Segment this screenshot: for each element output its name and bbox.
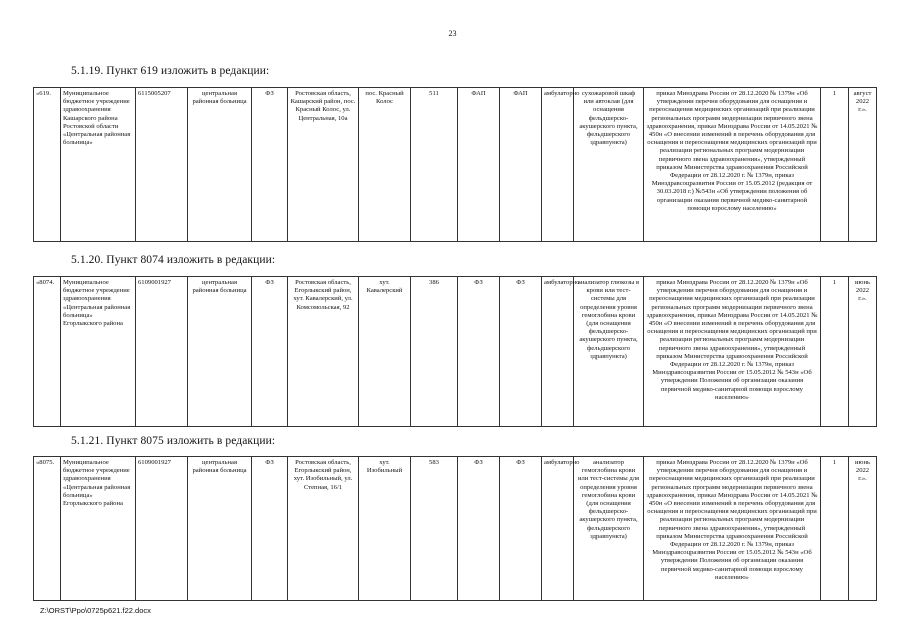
inn-code: 6109001927: [136, 457, 188, 601]
section-heading: 5.1.19. Пункт 619 изложить в редакции:: [71, 65, 270, 77]
law-code: ФЗ: [252, 277, 288, 427]
table-row: [34, 277, 877, 427]
care-form: амбулаторно: [542, 88, 574, 242]
organization-name: Муниципальное бюджетное учреждение здравоохранения Кашарского района Ростовской области «Центральная районная больница»: [61, 88, 136, 242]
unit-type: ФЗ: [458, 277, 500, 427]
locality: хут. Кавалерский: [359, 277, 411, 427]
inn-code: 6115005207: [136, 88, 188, 242]
organization-type: центральная районная больница: [188, 457, 252, 601]
table-row: [34, 88, 877, 242]
address: Ростовская область, Егорлыкский район, хут. Изобильный, ул. Степная, 16/1: [288, 457, 359, 601]
organization-type: центральная районная больница: [188, 88, 252, 242]
legal-basis: приказ Минздрава России от 28.12.2020 № 1379н «Об утверждении перечня оборудования для оснащения и переоснащения медицинских организаций при реализации региональных программ модернизации первичного звена здравоохранения, приказ Минздрава России от 14.05.2021 № 450н «О внесении изменений в перечень оборудования для оснащения и переоснащения медицинских организаций при реализации региональных программ модернизации первичного звена здравоохранения», утвержденный приказом Министерства здравоохранения Российской Федерации от 28.12.2020 г. № 1379н, приказ Минздравсоцразвития России от 15.05.2012 № 543н «Об утверждении Положения об организации оказания первичной медико-санитарной помощи взрослому населению»: [644, 277, 821, 427]
register-table: [33, 87, 877, 242]
population: 386: [411, 277, 458, 427]
address: Ростовская область, Кашарский район, пос. Красный Колос, ул. Центральная, 10а: [288, 88, 359, 242]
register-table: [33, 456, 877, 601]
file-path-footer: Z:\ORST\Ppo\0725p621.f22.docx: [40, 606, 151, 615]
unit-type-2: ФЗ: [500, 277, 542, 427]
care-form: амбулаторно: [542, 277, 574, 427]
population: 583: [411, 457, 458, 601]
quantity: 1: [821, 457, 849, 601]
term: июнь 2022 г.».: [849, 457, 877, 601]
term: июнь 2022 г.».: [849, 277, 877, 427]
row-number: «8074.: [34, 277, 61, 427]
legal-basis: приказ Минздрава России от 28.12.2020 № 1379н «Об утверждении перечня оборудования для оснащения и переоснащения медицинских организаций при реализации региональных программ модернизации первичного звена здравоохранения, приказ Минздрава России от 14.05.2021 № 450н «О внесении изменений в перечень оборудования для оснащения и переоснащения медицинских организаций при реализации региональных программ модернизации первичного звена здравоохранения», утвержденный приказом Министерства здравоохранения Российской Федерации от 28.12.2020 г. № 1379н, приказ Минздравсоцразвития России от 15.05.2012 № 543н «Об утверждении Положения об организации оказания первичной медико-санитарной помощи взрослому населению»: [644, 457, 821, 601]
unit-type-2: ФЗ: [500, 457, 542, 601]
law-code: ФЗ: [252, 457, 288, 601]
population: 511: [411, 88, 458, 242]
equipment: анализатор глюкозы в крови или тест-системы для определения уровня гемоглобина крови (для оснащения фельдшерско-акушерского пункта, фельдшерского здравпункта): [574, 277, 644, 427]
unit-type-2: ФАП: [500, 88, 542, 242]
locality: пос. Красный Колос: [359, 88, 411, 242]
quantity: 1: [821, 88, 849, 242]
table-row: [34, 457, 877, 601]
quantity: 1: [821, 277, 849, 427]
address: Ростовская область, Егорлыкский район, хут. Кавалерский, ул. Комсомольская, 92: [288, 277, 359, 427]
page-number: 23: [448, 29, 457, 38]
section-heading: 5.1.20. Пункт 8074 изложить в редакции:: [71, 254, 276, 266]
row-number: «8075.: [34, 457, 61, 601]
equipment: сухожаровой шкаф или автоклав (для оснащения фельдшерско-акушерского пункта, фельдшерского здравпункта): [574, 88, 644, 242]
equipment: анализатор гемоглобина крови или тест-системы для определения уровня гемоглобина крови (для оснащения фельдшерско-акушерского пункта, фельдшерского здравпункта): [574, 457, 644, 601]
locality: хут. Изобильный: [359, 457, 411, 601]
organization-type: центральная районная больница: [188, 277, 252, 427]
section-heading: 5.1.21. Пункт 8075 изложить в редакции:: [71, 435, 276, 447]
care-form: амбулаторно: [542, 457, 574, 601]
unit-type: ФЗ: [458, 457, 500, 601]
law-code: ФЗ: [252, 88, 288, 242]
row-number: «619.: [34, 88, 61, 242]
unit-type: ФАП: [458, 88, 500, 242]
register-table: [33, 276, 877, 427]
organization-name: Муниципальное бюджетное учреждение здравоохранения «Центральная районная больница» Егорлыкского района: [61, 457, 136, 601]
legal-basis: приказ Минздрава России от 28.12.2020 № 1379н «Об утверждении перечня оборудования для оснащения и переоснащения медицинских организаций при реализации региональных программ модернизации первичного звена здравоохранения, приказ Минздрава России от 14.05.2021 № 450н «О внесении изменений в перечень оборудования для оснащения и переоснащения медицинских организаций при реализации региональных программ модернизации первичного звена здравоохранения», утвержденный приказом Министерства здравоохранения Российской Федерации от 28.12.2020 г. № 1379н, приказ Минздравсоцразвития России от 15.05.2012 (редакция от 30.03.2018 г.) №543н «Об утверждении положения об организации оказания первичной медико-санитарной помощи взрослому населению»: [644, 88, 821, 242]
organization-name: Муниципальное бюджетное учреждение здравоохранения «Центральная районная больница» Егорлыкского района: [61, 277, 136, 427]
term: август 2022 г.».: [849, 88, 877, 242]
inn-code: 6109001927: [136, 277, 188, 427]
